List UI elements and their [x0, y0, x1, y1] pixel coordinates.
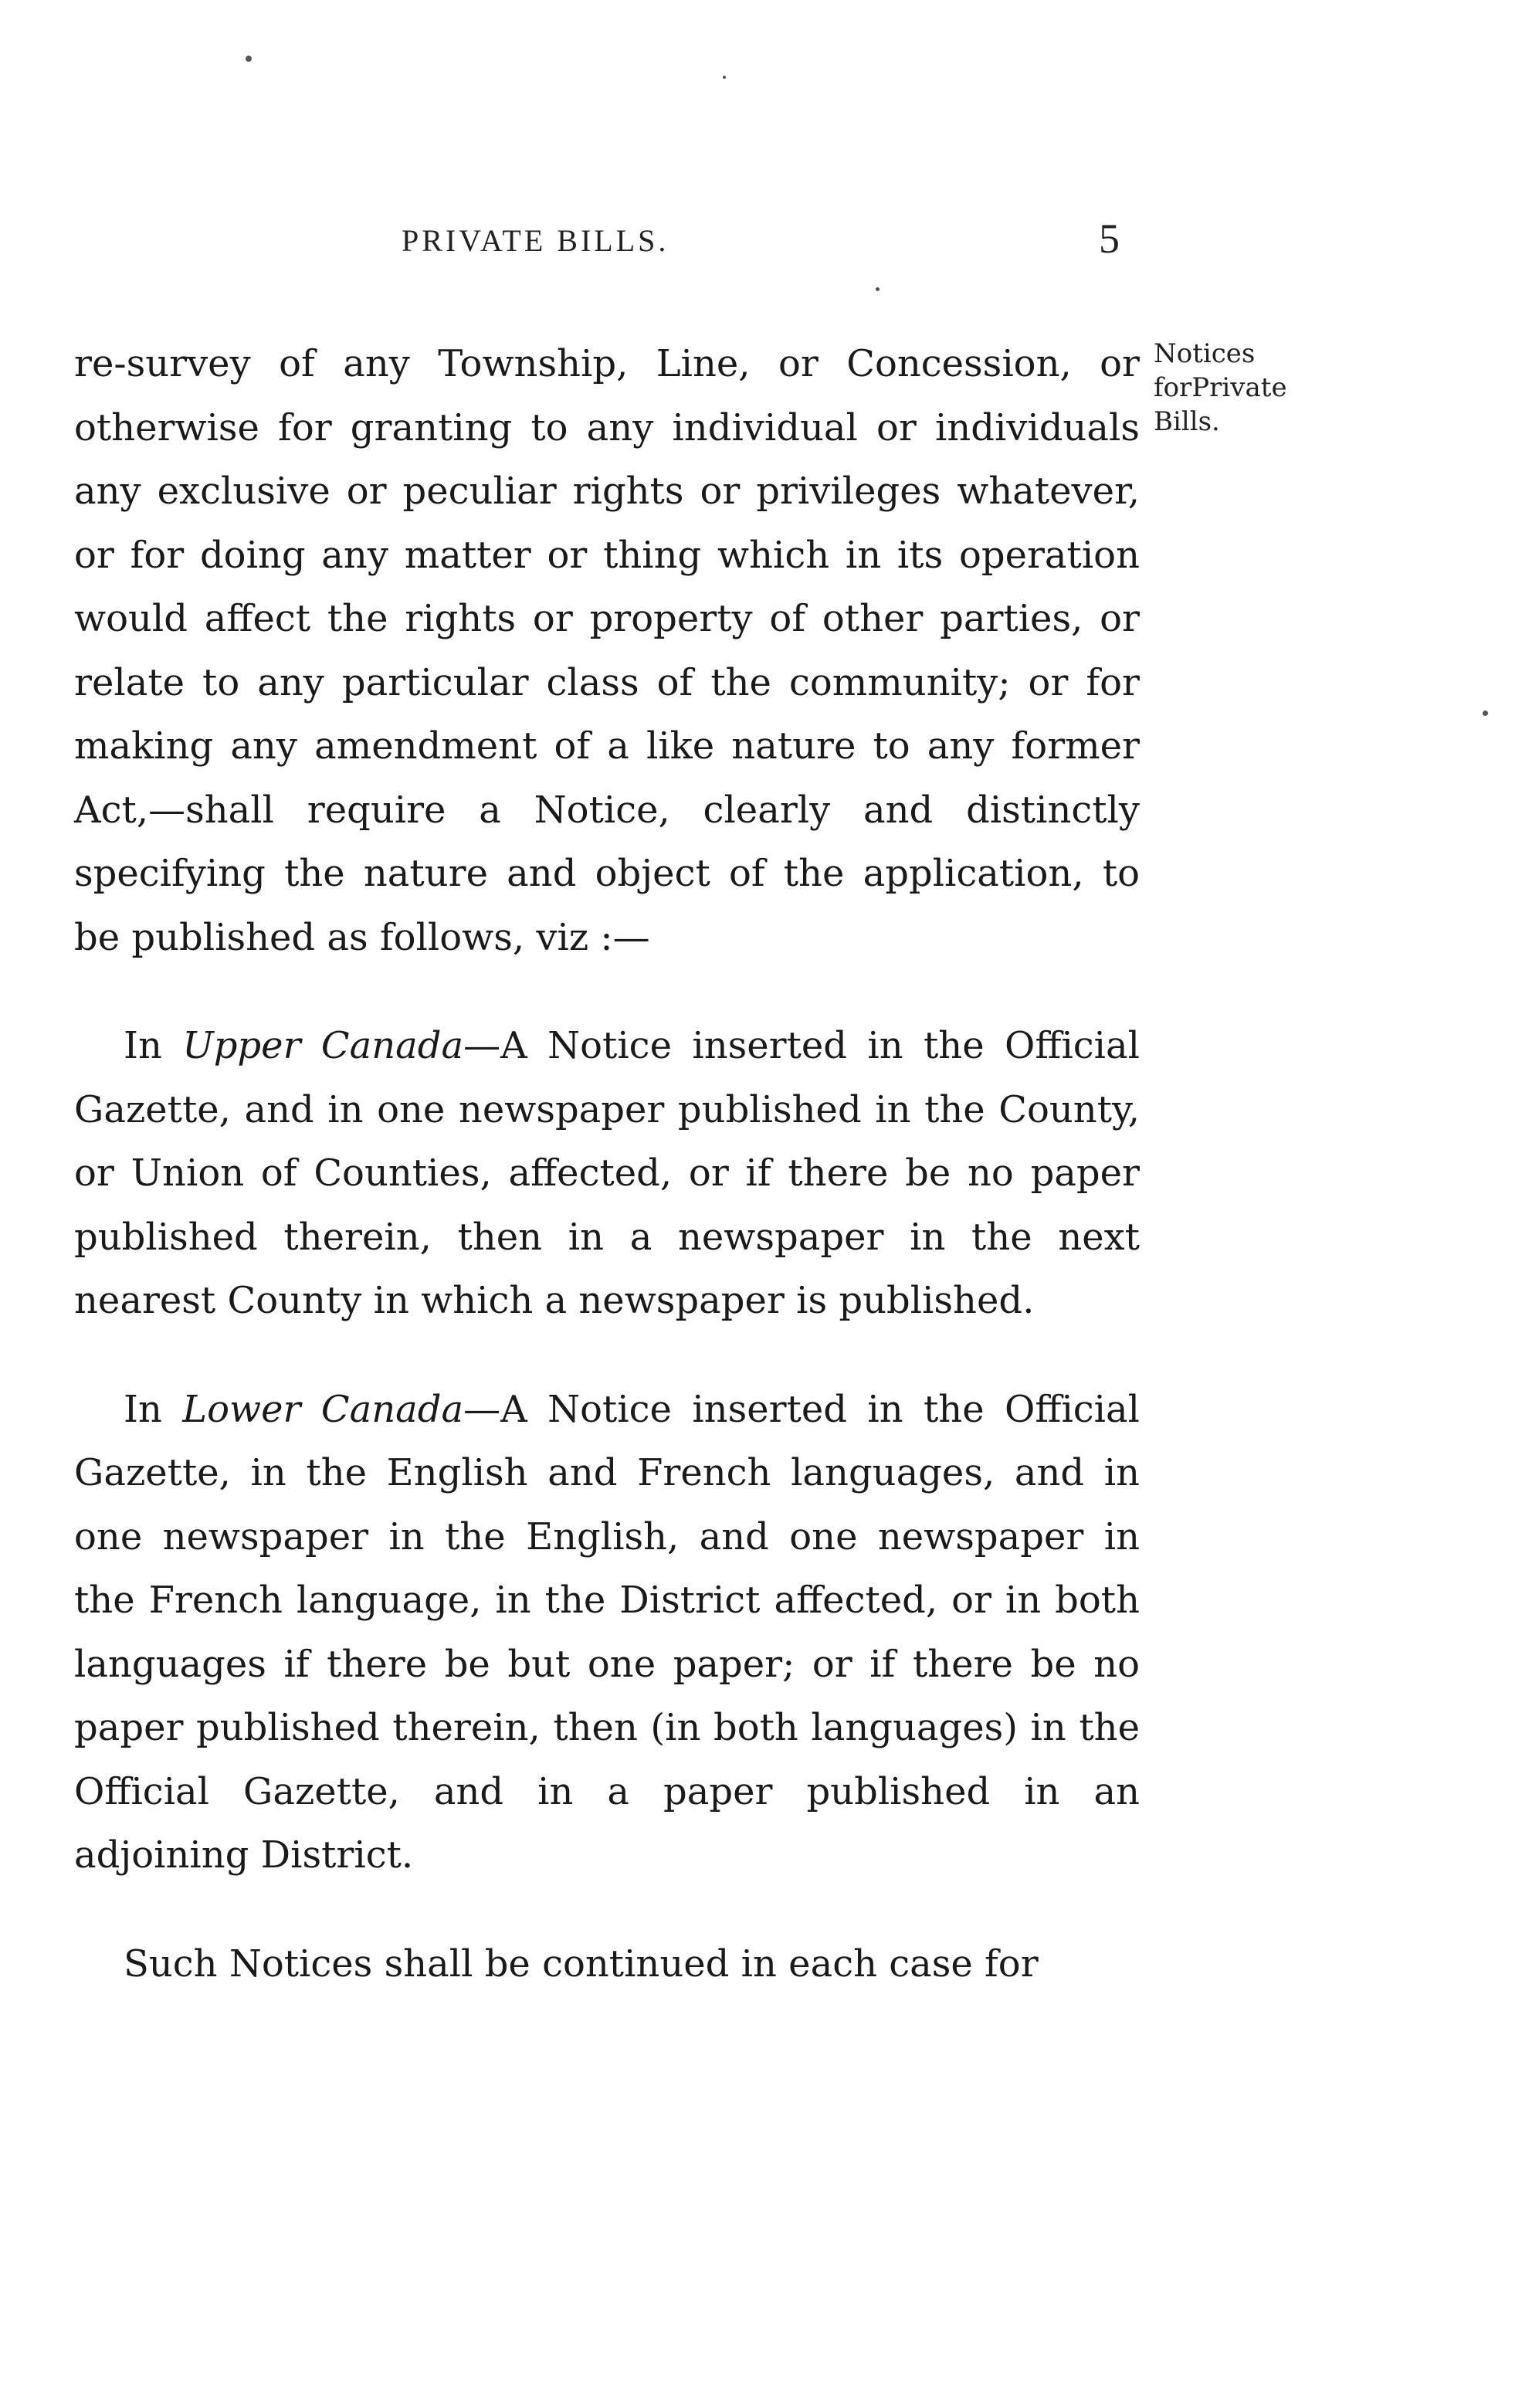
- marginal-note-line: forPrivate: [1154, 372, 1287, 403]
- running-title: PRIVATE BILLS.: [402, 223, 669, 258]
- print-speck: [876, 287, 880, 291]
- print-speck: [723, 76, 726, 79]
- paragraph-lower-canada: [74, 1378, 1140, 1887]
- paragraph-such-notices: [74, 1932, 1140, 1996]
- paragraph-text: In: [124, 1024, 183, 1067]
- marginal-note-line: Bills.: [1154, 406, 1220, 437]
- paragraph-continued: [74, 332, 1140, 969]
- marginal-note: [1154, 337, 1354, 439]
- print-speck: [246, 56, 252, 62]
- paragraph-text: —A Notice inserted in the Official Gazette, in the English and French languages, and in one newspaper in the English, and one newspaper in the French language, in the District affected, or in both languages if there be but one paper; or if there be no paper published therein, then (in both languages) in the Official Gazette, and in a paper published in an adjoining District.: [74, 1387, 1141, 1877]
- print-speck: [1483, 711, 1488, 716]
- paragraph-text: Such Notices shall be continued in each case for: [124, 1942, 1039, 1986]
- paragraph-text: In: [124, 1387, 183, 1431]
- page-number: 5: [1099, 215, 1120, 262]
- paragraph-text: —A Notice inserted in the Official Gazette, and in one newspaper published in the County, or Union of Counties, affected, or if there be no paper published therein, then in a newspaper in the next nearest County in which a newspaper is published.: [74, 1024, 1141, 1322]
- marginal-note-line: Notices: [1154, 338, 1256, 369]
- paragraph-text: re-survey of any Township, Line, or Concession, or otherwise for granting to any individual or individuals any exclusive or peculiar rights or privileges whatever, or for doing any matter or thing which in its operation would affect the rights or property of other parties, or relate to any particular class of the community; or for making any amendment of a like nature to any former Act,—shall require a Notice, clearly and distinctly specifying the nature and object of the application, to be published as follows, viz :—: [74, 342, 1140, 959]
- body-text: [74, 332, 1140, 1996]
- place-name-lower-canada: Lower Canada: [182, 1387, 464, 1431]
- paragraph-upper-canada: [74, 1014, 1140, 1333]
- place-name-upper-canada: Upper Canada: [182, 1024, 464, 1067]
